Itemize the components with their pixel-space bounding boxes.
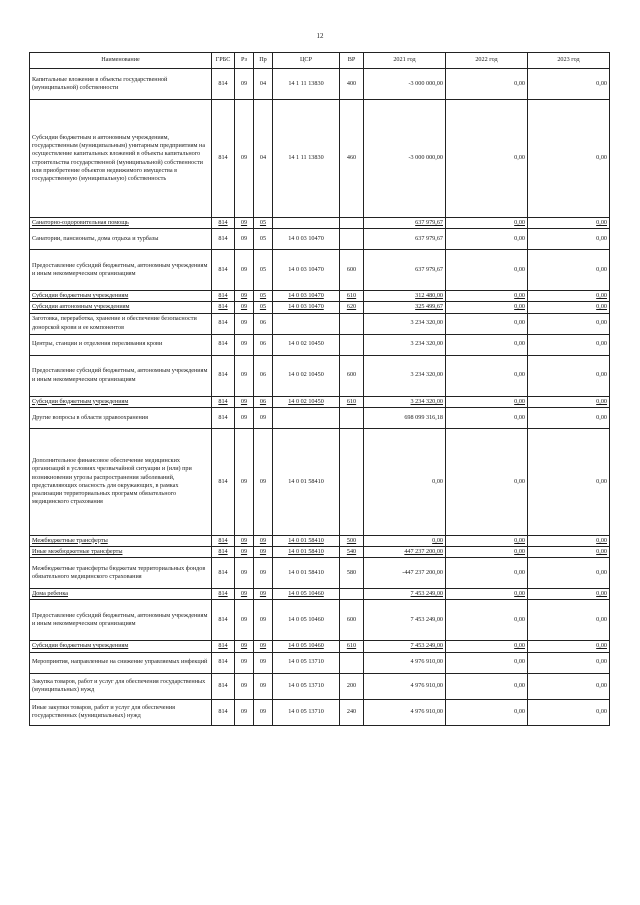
row-name-cell: Иные межбюджетные трансферты [30, 546, 212, 557]
row-2023-cell: 0,00 [528, 396, 610, 407]
row-pr-cell: 09 [254, 673, 273, 699]
row-vr-cell: 500 [340, 535, 364, 546]
row-csr-cell: 14 0 05 10460 [273, 589, 340, 600]
row-name-cell: Дома ребенка [30, 589, 212, 600]
row-2023-cell: 0,00 [528, 334, 610, 355]
row-grbs-cell: 814 [212, 589, 235, 600]
row-2021-cell: -3 000 000,00 [364, 100, 446, 218]
row-csr-cell: 14 0 03 10470 [273, 291, 340, 302]
row-2023-cell: 0,00 [528, 229, 610, 250]
row-2022-cell: 0,00 [446, 334, 528, 355]
table-row [30, 535, 610, 546]
row-rz-cell: 09 [235, 229, 254, 250]
table-row [30, 546, 610, 557]
row-pr-cell: 06 [254, 396, 273, 407]
row-name-cell: Заготовка, переработка, хранение и обеспечение безопасности донорской крови и ее компонентов [30, 313, 212, 334]
row-rz-cell: 09 [235, 291, 254, 302]
row-2022-cell: 0,00 [446, 428, 528, 535]
row-name-cell: Предоставление субсидий бюджетным, автономным учреждениям и иным некоммерческим организациям [30, 600, 212, 641]
row-2023-cell: 0,00 [528, 218, 610, 229]
row-2022-cell: 0,00 [446, 302, 528, 313]
row-name-cell: Центры, станции и отделения переливания крови [30, 334, 212, 355]
row-grbs-cell: 814 [212, 535, 235, 546]
row-2022-cell: 0,00 [446, 250, 528, 291]
row-csr-cell: 14 0 03 10470 [273, 229, 340, 250]
row-grbs-cell: 814 [212, 250, 235, 291]
row-2021-cell: 698 099 316,18 [364, 407, 446, 428]
row-2023-cell: 0,00 [528, 673, 610, 699]
row-pr-cell: 05 [254, 250, 273, 291]
row-2023-cell: 0,00 [528, 558, 610, 589]
row-rz-cell: 09 [235, 558, 254, 589]
page-number: 12 [316, 32, 324, 40]
row-rz-cell: 09 [235, 396, 254, 407]
row-csr-cell [273, 218, 340, 229]
row-2021-cell: 3 234 320,00 [364, 334, 446, 355]
row-2022-cell: 0,00 [446, 69, 528, 100]
row-csr-cell: 14 0 01 58410 [273, 546, 340, 557]
row-rz-cell: 09 [235, 600, 254, 641]
header-vr: ВР [340, 53, 364, 69]
row-name-cell: Капитальные вложения в объекты государственной (муниципальной) собственности [30, 69, 212, 100]
row-csr-cell: 14 0 02 10450 [273, 396, 340, 407]
row-rz-cell: 09 [235, 652, 254, 673]
row-csr-cell: 14 1 11 13830 [273, 69, 340, 100]
row-rz-cell: 09 [235, 546, 254, 557]
row-2023-cell: 0,00 [528, 535, 610, 546]
row-2021-cell: 0,00 [364, 535, 446, 546]
row-grbs-cell: 814 [212, 69, 235, 100]
row-csr-cell: 14 0 05 13710 [273, 652, 340, 673]
row-grbs-cell: 814 [212, 100, 235, 218]
row-name-cell: Субсидии бюджетным учреждениям [30, 396, 212, 407]
row-grbs-cell: 814 [212, 218, 235, 229]
row-pr-cell: 09 [254, 558, 273, 589]
row-rz-cell: 09 [235, 535, 254, 546]
row-csr-cell: 14 0 02 10450 [273, 334, 340, 355]
row-csr-cell [273, 313, 340, 334]
row-2021-cell: 312 480,00 [364, 291, 446, 302]
row-2021-cell: 0,00 [364, 428, 446, 535]
row-2023-cell: 0,00 [528, 100, 610, 218]
row-2023-cell: 0,00 [528, 69, 610, 100]
row-2023-cell: 0,00 [528, 250, 610, 291]
row-grbs-cell: 814 [212, 600, 235, 641]
row-2022-cell: 0,00 [446, 355, 528, 396]
row-vr-cell: 460 [340, 100, 364, 218]
row-2023-cell: 0,00 [528, 313, 610, 334]
row-vr-cell: 240 [340, 699, 364, 725]
row-2022-cell: 0,00 [446, 546, 528, 557]
row-vr-cell [340, 652, 364, 673]
row-pr-cell: 09 [254, 652, 273, 673]
row-pr-cell: 06 [254, 334, 273, 355]
row-2023-cell: 0,00 [528, 641, 610, 652]
row-2022-cell: 0,00 [446, 229, 528, 250]
row-2022-cell: 0,00 [446, 100, 528, 218]
row-2021-cell: -3 000 000,00 [364, 69, 446, 100]
row-grbs-cell: 814 [212, 407, 235, 428]
row-2022-cell: 0,00 [446, 396, 528, 407]
row-vr-cell: 610 [340, 641, 364, 652]
table-row [30, 600, 610, 641]
row-grbs-cell: 814 [212, 396, 235, 407]
row-2022-cell: 0,00 [446, 641, 528, 652]
row-pr-cell: 04 [254, 69, 273, 100]
row-2022-cell: 0,00 [446, 558, 528, 589]
row-2022-cell: 0,00 [446, 291, 528, 302]
row-vr-cell: 400 [340, 69, 364, 100]
row-grbs-cell: 814 [212, 229, 235, 250]
table-row [30, 589, 610, 600]
row-grbs-cell: 814 [212, 428, 235, 535]
row-2022-cell: 0,00 [446, 535, 528, 546]
row-grbs-cell: 814 [212, 673, 235, 699]
row-vr-cell: 200 [340, 673, 364, 699]
row-rz-cell: 09 [235, 589, 254, 600]
row-pr-cell: 09 [254, 407, 273, 428]
row-rz-cell: 09 [235, 428, 254, 535]
row-rz-cell: 09 [235, 641, 254, 652]
row-rz-cell: 09 [235, 218, 254, 229]
table-row [30, 396, 610, 407]
row-grbs-cell: 814 [212, 291, 235, 302]
row-pr-cell: 05 [254, 291, 273, 302]
row-2022-cell: 0,00 [446, 600, 528, 641]
row-2021-cell: 4 976 910,00 [364, 673, 446, 699]
row-pr-cell: 09 [254, 699, 273, 725]
row-2023-cell: 0,00 [528, 428, 610, 535]
table-row [30, 652, 610, 673]
row-vr-cell [340, 229, 364, 250]
row-grbs-cell: 814 [212, 546, 235, 557]
row-rz-cell: 09 [235, 69, 254, 100]
row-vr-cell [340, 313, 364, 334]
header-name: Наименование [30, 53, 212, 69]
row-name-cell: Дополнительное финансовое обеспечение медицинских организаций в условиях чрезвычайной ситуации и (или) при возникновении угрозы распространения заболеваний, представляющих опасность для окружающих, в рамках реализации территориальных программ обязательного медицинского страхования [30, 428, 212, 535]
row-2021-cell: 637 979,67 [364, 250, 446, 291]
table-row [30, 313, 610, 334]
header-2023: 2023 год [528, 53, 610, 69]
row-2021-cell: 325 499,67 [364, 302, 446, 313]
row-2022-cell: 0,00 [446, 652, 528, 673]
row-2023-cell: 0,00 [528, 600, 610, 641]
row-vr-cell: 600 [340, 600, 364, 641]
table-row [30, 229, 610, 250]
row-rz-cell: 09 [235, 699, 254, 725]
header-2022: 2022 год [446, 53, 528, 69]
row-2021-cell: 447 237 200,00 [364, 546, 446, 557]
row-vr-cell: 610 [340, 396, 364, 407]
row-csr-cell: 14 1 11 13830 [273, 100, 340, 218]
row-2022-cell: 0,00 [446, 589, 528, 600]
row-pr-cell: 09 [254, 600, 273, 641]
row-rz-cell: 09 [235, 250, 254, 291]
row-grbs-cell: 814 [212, 652, 235, 673]
row-name-cell: Субсидии бюджетным учреждениям [30, 291, 212, 302]
row-csr-cell: 14 0 05 10460 [273, 641, 340, 652]
row-2022-cell: 0,00 [446, 313, 528, 334]
row-grbs-cell: 814 [212, 313, 235, 334]
row-pr-cell: 05 [254, 218, 273, 229]
table-row [30, 250, 610, 291]
row-rz-cell: 09 [235, 407, 254, 428]
row-pr-cell: 04 [254, 100, 273, 218]
table-row [30, 69, 610, 100]
row-2023-cell: 0,00 [528, 699, 610, 725]
row-rz-cell: 09 [235, 313, 254, 334]
row-csr-cell: 14 0 05 10460 [273, 600, 340, 641]
row-csr-cell: 14 0 05 13710 [273, 699, 340, 725]
table-row [30, 641, 610, 652]
table-row [30, 407, 610, 428]
table-row [30, 218, 610, 229]
row-2021-cell: 4 976 910,00 [364, 699, 446, 725]
row-csr-cell: 14 0 03 10470 [273, 250, 340, 291]
row-vr-cell: 600 [340, 250, 364, 291]
row-csr-cell: 14 0 02 10450 [273, 355, 340, 396]
row-2022-cell: 0,00 [446, 218, 528, 229]
row-2021-cell: 3 234 320,00 [364, 396, 446, 407]
row-vr-cell: 540 [340, 546, 364, 557]
header-csr: ЦСР [273, 53, 340, 69]
header-rz: Рз [235, 53, 254, 69]
table-row [30, 558, 610, 589]
table-row [30, 291, 610, 302]
row-name-cell: Субсидии бюджетным учреждениям [30, 641, 212, 652]
row-2022-cell: 0,00 [446, 407, 528, 428]
row-name-cell: Санаторно-оздоровительная помощь [30, 218, 212, 229]
row-name-cell: Иные закупки товаров, работ и услуг для обеспечения государственных (муниципальных) нужд [30, 699, 212, 725]
table-row [30, 302, 610, 313]
row-2021-cell: 7 453 249,00 [364, 589, 446, 600]
row-pr-cell: 06 [254, 355, 273, 396]
row-name-cell: Санатории, пансионаты, дома отдыха и турбазы [30, 229, 212, 250]
row-2023-cell: 0,00 [528, 302, 610, 313]
row-2021-cell: 637 979,67 [364, 218, 446, 229]
row-pr-cell: 09 [254, 641, 273, 652]
row-2021-cell: 3 234 320,00 [364, 313, 446, 334]
row-2023-cell: 0,00 [528, 355, 610, 396]
table-row [30, 699, 610, 725]
row-pr-cell: 05 [254, 302, 273, 313]
row-csr-cell: 14 0 01 58410 [273, 535, 340, 546]
row-csr-cell [273, 407, 340, 428]
row-name-cell: Субсидии автономным учреждениям [30, 302, 212, 313]
row-2022-cell: 0,00 [446, 673, 528, 699]
table-row [30, 334, 610, 355]
row-2023-cell: 0,00 [528, 546, 610, 557]
row-rz-cell: 09 [235, 334, 254, 355]
row-csr-cell: 14 0 03 10470 [273, 302, 340, 313]
row-vr-cell [340, 589, 364, 600]
row-2023-cell: 0,00 [528, 291, 610, 302]
row-2021-cell: 637 979,67 [364, 229, 446, 250]
row-name-cell: Межбюджетные трансферты бюджетам территориальных фондов обязательного медицинского страхования [30, 558, 212, 589]
row-vr-cell: 610 [340, 291, 364, 302]
row-name-cell: Предоставление субсидий бюджетным, автономным учреждениям и иным некоммерческим организациям [30, 250, 212, 291]
row-2023-cell: 0,00 [528, 652, 610, 673]
row-pr-cell: 09 [254, 546, 273, 557]
table-row [30, 100, 610, 218]
row-vr-cell [340, 428, 364, 535]
table-row [30, 673, 610, 699]
row-vr-cell: 580 [340, 558, 364, 589]
row-2021-cell: 7 453 249,00 [364, 600, 446, 641]
row-rz-cell: 09 [235, 100, 254, 218]
row-grbs-cell: 814 [212, 302, 235, 313]
header-pr: Пр [254, 53, 273, 69]
row-csr-cell: 14 0 01 58410 [273, 428, 340, 535]
row-pr-cell: 06 [254, 313, 273, 334]
row-grbs-cell: 814 [212, 355, 235, 396]
header-2021: 2021 год [364, 53, 446, 69]
row-name-cell: Закупка товаров, работ и услуг для обеспечения государственных (муниципальных) нужд [30, 673, 212, 699]
row-grbs-cell: 814 [212, 641, 235, 652]
row-pr-cell: 09 [254, 535, 273, 546]
row-2021-cell: 4 976 910,00 [364, 652, 446, 673]
row-vr-cell [340, 407, 364, 428]
row-csr-cell: 14 0 05 13710 [273, 673, 340, 699]
row-pr-cell: 09 [254, 589, 273, 600]
row-csr-cell: 14 0 01 58410 [273, 558, 340, 589]
header-grbs: ГРБС [212, 53, 235, 69]
table-header-row [30, 53, 610, 69]
row-vr-cell [340, 218, 364, 229]
row-pr-cell: 09 [254, 428, 273, 535]
table-row [30, 355, 610, 396]
row-rz-cell: 09 [235, 302, 254, 313]
row-rz-cell: 09 [235, 673, 254, 699]
row-2021-cell: 3 234 320,00 [364, 355, 446, 396]
row-vr-cell [340, 334, 364, 355]
row-rz-cell: 09 [235, 355, 254, 396]
row-grbs-cell: 814 [212, 699, 235, 725]
row-name-cell: Другие вопросы в области здравоохранения [30, 407, 212, 428]
row-name-cell: Межбюджетные трансферты [30, 535, 212, 546]
row-name-cell: Мероприятия, направленные на снижение управляемых инфекций [30, 652, 212, 673]
table-row [30, 428, 610, 535]
budget-table [29, 52, 610, 726]
row-name-cell: Предоставление субсидий бюджетным, автономным учреждениям и иным некоммерческим организациям [30, 355, 212, 396]
row-2021-cell: -447 237 200,00 [364, 558, 446, 589]
row-grbs-cell: 814 [212, 558, 235, 589]
row-grbs-cell: 814 [212, 334, 235, 355]
row-2023-cell: 0,00 [528, 407, 610, 428]
row-name-cell: Субсидии бюджетным и автономным учреждениям, государственным (муниципальным) унитарным предприятиям на осуществление капитальных вложений в объекты капитального строительства государственной (муниципальной) собственности или приобретение объектов недвижимого имущества в государственную (муниципальную) собственность [30, 100, 212, 218]
row-2022-cell: 0,00 [446, 699, 528, 725]
row-vr-cell: 600 [340, 355, 364, 396]
row-pr-cell: 05 [254, 229, 273, 250]
row-2021-cell: 7 453 249,00 [364, 641, 446, 652]
row-2023-cell: 0,00 [528, 589, 610, 600]
row-vr-cell: 620 [340, 302, 364, 313]
